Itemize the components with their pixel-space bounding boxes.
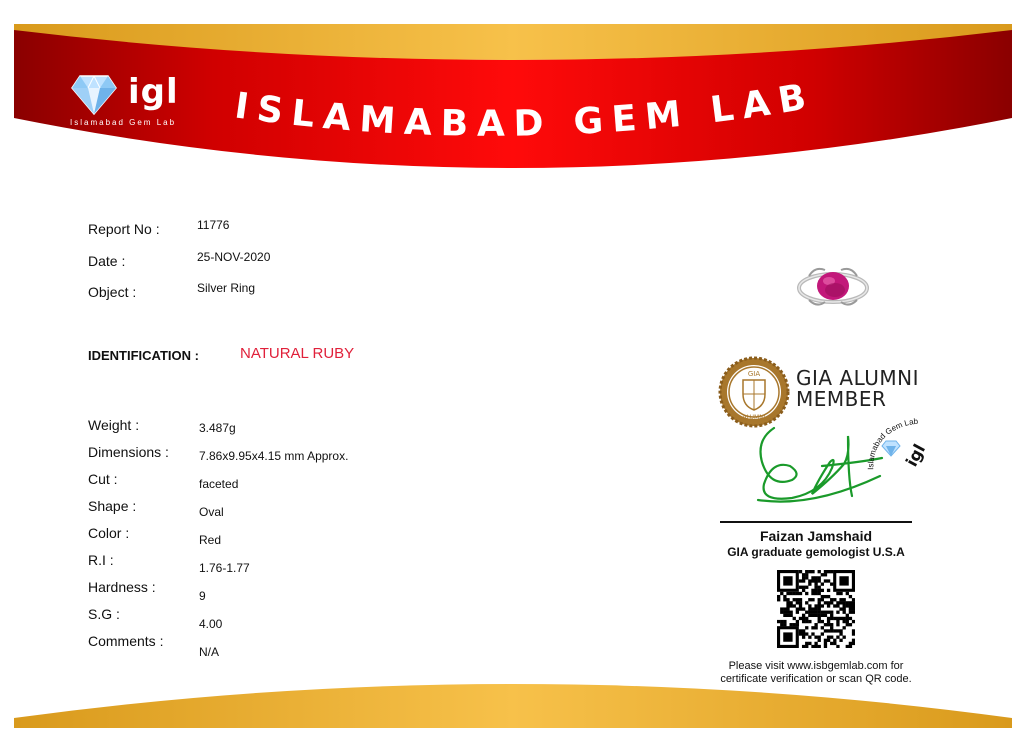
ring-photo [795, 262, 871, 310]
qr-module [836, 636, 839, 639]
qr-module [786, 598, 789, 601]
qr-module [811, 598, 814, 601]
qr-module [833, 629, 836, 632]
qr-module [805, 586, 808, 589]
qr-module [849, 604, 852, 607]
qr-module [814, 586, 817, 589]
qr-module [839, 639, 842, 642]
qr-module [827, 617, 830, 620]
qr-module [821, 598, 824, 601]
qr-module [796, 623, 799, 626]
qr-module [830, 582, 833, 585]
qr-module [818, 620, 821, 623]
qr-module [799, 607, 802, 610]
qr-module [802, 645, 805, 648]
cut-value: faceted [199, 477, 239, 491]
qr-module [780, 623, 783, 626]
qr-module [818, 579, 821, 582]
qr-module [780, 592, 783, 595]
qr-module [827, 601, 830, 604]
qr-module [818, 639, 821, 642]
qr-module [821, 620, 824, 623]
qr-module [799, 632, 802, 635]
lab-title-text: ISLAMABAD GEM LAB [232, 75, 818, 145]
qr-module [796, 598, 799, 601]
qr-module [808, 582, 811, 585]
qr-module [783, 614, 786, 617]
qr-module [796, 601, 799, 604]
qr-module [830, 611, 833, 614]
qr-module [818, 636, 821, 639]
qr-module [836, 645, 839, 648]
qr-module [836, 620, 839, 623]
qr-module [836, 623, 839, 626]
verification-line2: certificate verification or scan QR code. [720, 673, 912, 685]
qr-module [811, 570, 814, 573]
logo-subtitle: Islamabad Gem Lab [70, 118, 177, 127]
qr-module [824, 639, 827, 642]
qr-module [799, 629, 802, 632]
qr-module [789, 604, 792, 607]
qr-module [852, 629, 855, 632]
dimensions-label: Dimensions : [88, 444, 169, 460]
signature-line [720, 521, 912, 523]
qr-module [818, 645, 821, 648]
qr-module [849, 623, 852, 626]
qr-module [827, 579, 830, 582]
qr-module [821, 632, 824, 635]
qr-module [846, 623, 849, 626]
qr-module [827, 629, 830, 632]
qr-module [818, 604, 821, 607]
qr-module [836, 611, 839, 614]
qr-module [814, 645, 817, 648]
qr-module [846, 617, 849, 620]
qr-module [805, 592, 808, 595]
qr-module [843, 611, 846, 614]
qr-module [830, 614, 833, 617]
color-value: Red [199, 533, 222, 547]
qr-module [802, 632, 805, 635]
dimensions-value: 7.86x9.95x4.15 mm Approx. [199, 449, 349, 463]
qr-module [827, 623, 830, 626]
shape-value: Oval [199, 505, 224, 519]
qr-module [793, 617, 796, 620]
qr-module [843, 601, 846, 604]
weight-label: Weight : [88, 417, 140, 433]
qr-module [852, 604, 855, 607]
qr-module [827, 604, 830, 607]
qr-module [808, 598, 811, 601]
shape-label: Shape : [88, 498, 137, 514]
qr-module [833, 604, 836, 607]
qr-module [824, 573, 827, 576]
qr-module [796, 620, 799, 623]
qr-module [827, 611, 830, 614]
qr-module [839, 632, 842, 635]
qr-module [843, 626, 846, 629]
qr-module [818, 576, 821, 579]
verification-note [700, 660, 932, 686]
qr-module [821, 582, 824, 585]
qr-module [814, 607, 817, 610]
ri-label: R.I : [88, 552, 114, 568]
qr-module [843, 604, 846, 607]
qr-module [789, 623, 792, 626]
qr-module [811, 579, 814, 582]
qr-module [818, 607, 821, 610]
qr-module [808, 579, 811, 582]
qr-module [821, 626, 824, 629]
qr-module [836, 592, 839, 595]
qr-module [843, 598, 846, 601]
qr-module [777, 595, 780, 598]
qr-module [783, 607, 786, 610]
qr-module [846, 592, 849, 595]
gia-line2: MEMBER [796, 387, 887, 411]
qr-module [802, 579, 805, 582]
qr-module [808, 604, 811, 607]
qr-module [818, 614, 821, 617]
qr-module [805, 601, 808, 604]
qr-module [796, 611, 799, 614]
qr-module [811, 589, 814, 592]
qr-module [789, 592, 792, 595]
identification-label: IDENTIFICATION : [88, 348, 199, 363]
qr-module [833, 617, 836, 620]
qr-module [814, 614, 817, 617]
qr-module [814, 611, 817, 614]
qr-module [843, 620, 846, 623]
qr-module [839, 607, 842, 610]
logo-wordmark: igl [128, 72, 179, 112]
qr-module [793, 604, 796, 607]
qr-module [852, 639, 855, 642]
qr-module [849, 601, 852, 604]
qr-module [852, 642, 855, 645]
qr-module [811, 614, 814, 617]
qr-module [783, 611, 786, 614]
object-value: Silver Ring [197, 281, 256, 295]
igl-stamp [862, 414, 942, 504]
qr-module [799, 592, 802, 595]
qr-finder-pattern [839, 576, 848, 585]
qr-module [808, 570, 811, 573]
qr-module [830, 626, 833, 629]
report-no-label: Report No : [88, 221, 160, 237]
qr-module [805, 573, 808, 576]
qr-module [808, 607, 811, 610]
qr-module [811, 632, 814, 635]
qr-module [818, 570, 821, 573]
qr-module [827, 620, 830, 623]
qr-module [802, 586, 805, 589]
qr-module [821, 604, 824, 607]
qr-module [821, 589, 824, 592]
qr-module [789, 611, 792, 614]
qr-module [805, 632, 808, 635]
sg-value: 4.00 [199, 617, 223, 631]
qr-module [805, 645, 808, 648]
qr-module [814, 626, 817, 629]
color-label: Color : [88, 525, 130, 541]
qr-module [821, 595, 824, 598]
qr-module [827, 636, 830, 639]
qr-module [818, 598, 821, 601]
qr-module [818, 611, 821, 614]
qr-module [849, 617, 852, 620]
comments-value: N/A [199, 645, 220, 659]
qr-module [811, 576, 814, 579]
qr-module [805, 611, 808, 614]
qr-module [849, 611, 852, 614]
lab-title [0, 0, 1024, 200]
qr-module [799, 601, 802, 604]
qr-finder-pattern [783, 576, 792, 585]
qr-module [789, 614, 792, 617]
qr-module [802, 636, 805, 639]
report-no-value: 11776 [197, 218, 230, 232]
stamp-arc-text: Islamabad Gem Lab [866, 416, 919, 470]
qr-module [836, 629, 839, 632]
cut-label: Cut : [88, 471, 118, 487]
qr-module [852, 632, 855, 635]
qr-module [802, 573, 805, 576]
qr-module [786, 592, 789, 595]
stamp-logo-text: igl [901, 440, 930, 470]
qr-module [843, 636, 846, 639]
qr-module [839, 601, 842, 604]
qr-module [852, 620, 855, 623]
qr-module [836, 617, 839, 620]
qr-module [780, 607, 783, 610]
qr-module [827, 570, 830, 573]
qr-module [777, 598, 780, 601]
hardness-value: 9 [199, 589, 206, 603]
qr-module [818, 601, 821, 604]
weight-value: 3.487g [199, 421, 236, 435]
qr-module [821, 573, 824, 576]
qr-module [846, 601, 849, 604]
qr-module [846, 614, 849, 617]
qr-module [839, 592, 842, 595]
ri-value: 1.76-1.77 [199, 561, 250, 575]
qr-module [818, 617, 821, 620]
qr-module [830, 636, 833, 639]
qr-module [846, 620, 849, 623]
qr-module [799, 570, 802, 573]
qr-module [802, 620, 805, 623]
svg-text:ISLAMABAD GEM LAB [232, 75, 818, 144]
qr-module [814, 623, 817, 626]
qr-module [824, 645, 827, 648]
qr-module [789, 601, 792, 604]
qr-module [836, 604, 839, 607]
qr-module [846, 604, 849, 607]
qr-module [814, 604, 817, 607]
qr-module [802, 576, 805, 579]
qr-module [846, 645, 849, 648]
qr-module [830, 617, 833, 620]
qr-module [786, 604, 789, 607]
qr-module [824, 623, 827, 626]
qr-code[interactable] [777, 570, 855, 648]
qr-module [852, 601, 855, 604]
qr-module [805, 617, 808, 620]
qr-module [833, 598, 836, 601]
qr-module [824, 595, 827, 598]
qr-module [805, 570, 808, 573]
stamp-diamond-icon [882, 441, 900, 456]
qr-module [849, 607, 852, 610]
qr-module [839, 629, 842, 632]
qr-module [818, 586, 821, 589]
qr-module [811, 611, 814, 614]
qr-module [852, 607, 855, 610]
qr-module [849, 595, 852, 598]
qr-module [849, 642, 852, 645]
qr-module [786, 601, 789, 604]
gia-line1: GIA ALUMNI [796, 366, 920, 390]
qr-module [802, 629, 805, 632]
qr-module [818, 589, 821, 592]
qr-module [811, 626, 814, 629]
qr-module [843, 617, 846, 620]
qr-module [799, 579, 802, 582]
qr-module [786, 611, 789, 614]
comments-label: Comments : [88, 633, 164, 649]
qr-module [814, 582, 817, 585]
qr-module [814, 579, 817, 582]
qr-module [799, 598, 802, 601]
qr-module [799, 617, 802, 620]
qr-module [802, 614, 805, 617]
qr-module [793, 623, 796, 626]
qr-finder-pattern [783, 632, 792, 641]
qr-module [783, 595, 786, 598]
qr-module [824, 611, 827, 614]
qr-module [821, 611, 824, 614]
qr-module [830, 629, 833, 632]
qr-module [811, 645, 814, 648]
qr-module [802, 607, 805, 610]
qr-module [805, 642, 808, 645]
qr-module [796, 607, 799, 610]
qr-module [818, 592, 821, 595]
qr-module [824, 614, 827, 617]
qr-module [786, 607, 789, 610]
qr-module [799, 586, 802, 589]
qr-module [824, 579, 827, 582]
signatory-name: Faizan Jamshaid [759, 528, 873, 544]
qr-module [805, 626, 808, 629]
qr-module [814, 589, 817, 592]
bottom-gold-band [14, 684, 1012, 728]
qr-module [852, 611, 855, 614]
qr-module [824, 642, 827, 645]
qr-module [821, 614, 824, 617]
signatory-title: GIA graduate gemologist U.S.A [727, 545, 905, 559]
qr-module [793, 598, 796, 601]
qr-module [833, 642, 836, 645]
identification-value: NATURAL RUBY [240, 345, 355, 362]
qr-module [808, 636, 811, 639]
date-label: Date : [88, 253, 126, 269]
qr-module [783, 598, 786, 601]
qr-module [814, 592, 817, 595]
seal-top-text: GIA [747, 370, 761, 378]
qr-module [808, 614, 811, 617]
qr-module [843, 607, 846, 610]
qr-module [814, 636, 817, 639]
qr-module [802, 617, 805, 620]
qr-module [783, 623, 786, 626]
qr-module [793, 592, 796, 595]
qr-module [827, 589, 830, 592]
qr-module [833, 639, 836, 642]
qr-module [814, 642, 817, 645]
date-value: 25-NOV-2020 [197, 250, 271, 264]
qr-module [839, 617, 842, 620]
qr-module [830, 642, 833, 645]
qr-module [811, 592, 814, 595]
qr-module [814, 576, 817, 579]
hardness-label: Hardness : [88, 579, 156, 595]
qr-module [808, 642, 811, 645]
qr-module [827, 639, 830, 642]
seal-bottom-text: ALUMNI [742, 414, 766, 421]
qr-module [802, 589, 805, 592]
qr-module [796, 592, 799, 595]
qr-module [786, 614, 789, 617]
qr-module [808, 620, 811, 623]
qr-module [805, 576, 808, 579]
qr-module [830, 623, 833, 626]
qr-module [849, 645, 852, 648]
qr-module [830, 598, 833, 601]
qr-module [824, 601, 827, 604]
sg-label: S.G : [88, 606, 120, 622]
qr-module [783, 620, 786, 623]
qr-module [808, 611, 811, 614]
qr-module [777, 620, 780, 623]
object-label: Object : [88, 284, 137, 300]
qr-module [852, 598, 855, 601]
qr-module [805, 620, 808, 623]
qr-module [830, 570, 833, 573]
qr-module [836, 601, 839, 604]
qr-module [780, 611, 783, 614]
qr-module [824, 570, 827, 573]
qr-module [799, 604, 802, 607]
qr-module [811, 607, 814, 610]
qr-module [839, 598, 842, 601]
qr-module [824, 629, 827, 632]
qr-module [827, 595, 830, 598]
qr-module [830, 601, 833, 604]
verification-line1: Please visit www.isbgemlab.com for [728, 660, 904, 672]
qr-module [780, 620, 783, 623]
gia-alumni-text [796, 368, 919, 410]
